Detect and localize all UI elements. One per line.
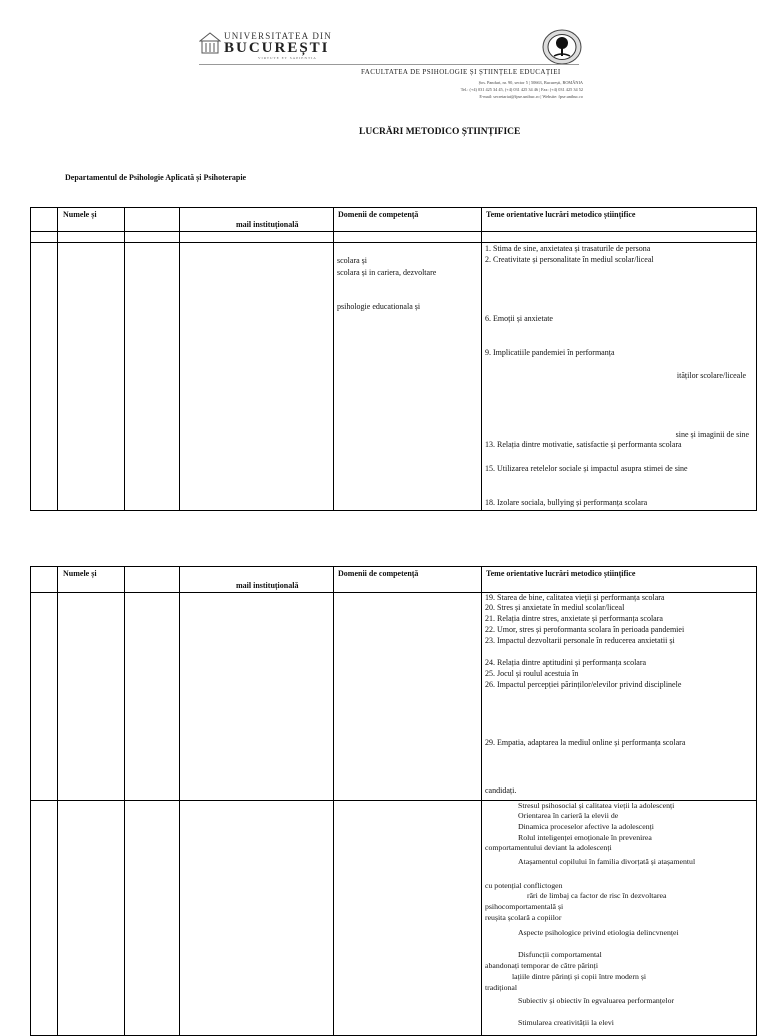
topic-line: tradițional [485, 983, 518, 992]
topic-line: ităților scolare/liceale [676, 371, 746, 380]
topic-line: rări de limbaj ca factor de risc în dezvoltarea [527, 891, 667, 900]
faculty-address: Șos. Panduri, nr. 90, sector 5 | 50663, București, ROMÂNIA [478, 80, 583, 85]
header-names: Numele și [63, 569, 97, 578]
faculty-email-web: E-mail: secretariat@fpse.unibuc.ro | Website: fpse.unibuc.ro [479, 94, 583, 99]
university-crest [199, 31, 221, 55]
topic-line: reușita școlară a copiilor [485, 913, 562, 922]
topic-line: 2. Creativitate și personalitate în mediul scolar/liceal [485, 255, 654, 264]
university-name-line1: UNIVERSITATEA DIN [224, 31, 332, 41]
domain-line: scolara și [337, 256, 367, 265]
topic-line: Rolul inteligenței emoționale în prevenirea [518, 833, 652, 842]
header-email: mail instituțională [236, 220, 299, 229]
topic-line: psihocomportamentală și [485, 902, 564, 911]
topic-line: 23. Impactul dezvoltarii personale în reducerea anxietatii și [485, 636, 675, 645]
header-topics: Teme orientative lucrări metodico științifice [486, 210, 636, 219]
header-domains: Domenii de competență [338, 210, 419, 219]
university-name-line2: BUCUREȘTI [224, 40, 330, 56]
header-names: Numele și [63, 210, 97, 219]
topic-line: 24. Relația dintre aptitudini și performanța scolara [485, 658, 647, 667]
header-topics: Teme orientative lucrări metodico științifice [486, 569, 636, 578]
topic-line: 6. Emoții și anxietate [485, 314, 553, 323]
topic-line: Orientarea în carieră la elevii de [518, 811, 619, 820]
letterhead-rule [199, 64, 579, 65]
topic-line: Disfuncții comportamental [518, 950, 602, 959]
topic-line: 15. Utilizarea retelelor sociale și impactul asupra stimei de sine [485, 464, 688, 473]
topic-line: sine și imaginii de sine [675, 430, 749, 439]
topic-line: cu potențial conflictogen [485, 881, 563, 890]
department-name: Departamentul de Psihologie Aplicată și Psihoterapie [65, 173, 247, 182]
topic-line: Stimularea creativității la elevi [518, 1018, 614, 1027]
topic-line: 20. Stres și anxietate în mediul scolar/liceal [485, 603, 625, 612]
domain-line: scolara și in cariera, dezvoltare [337, 268, 437, 277]
topic-line: 13. Relația dintre motivatie, satisfactie și performanta scolara [485, 440, 682, 449]
table-2 [30, 566, 757, 1036]
topic-line: Stresul psihosocial și calitatea vieții la adolescenți [518, 801, 675, 810]
faculty-contacts: Tel.: (+4) 031 425 34 45, (+4) 031 425 34 46 | Fax: (+4) 031 425 34 52 [460, 87, 583, 92]
faculty-name: FACULTATEA DE PSIHOLOGIE ȘI ȘTIINȚELE EDUCAȚIEI [361, 68, 561, 76]
table-1 [30, 207, 757, 511]
header-domains: Domenii de competență [338, 569, 419, 578]
topic-line: comportamentului deviant la adolescenți [485, 843, 612, 852]
topic-line: 18. Izolare sociala, bullying și performanța scolara [485, 498, 648, 507]
topic-line: candidați. [485, 786, 517, 795]
topic-line: Aspecte psihologice privind etiologia delincvnenței [518, 928, 679, 937]
topic-line: 1. Stima de sine, anxietatea și trasaturile de persona [485, 244, 651, 253]
university-motto: VIRTUTE ET SAPIENTIA [258, 56, 317, 60]
topic-line: abandonați temporar de către părinți [485, 961, 599, 970]
topic-line: Subiectiv și obiectiv în egvaluarea performanțelor [518, 996, 675, 1005]
topic-line: 29. Empatia, adaptarea la mediul online și performanța scolara [485, 738, 686, 747]
topic-line: Dinamica proceselor afective la adolescenți [518, 822, 654, 831]
document-title: LUCRĂRI METODICO ȘTIINȚIFICE [359, 127, 521, 137]
topic-line: lațiile dintre părinți și copii între modern și [512, 972, 647, 981]
topic-line: 26. Impactul percepției părinților/elevilor privind disciplinele [485, 680, 682, 689]
topic-line: 19. Starea de bine, calitatea vieții și performanța scolara [485, 593, 665, 602]
faculty-seal [542, 29, 582, 65]
topic-line: Atașamentul copilului în familia divorțată și atașamentul [518, 857, 696, 866]
topic-line: 9. Implicatiile pandemiei în performanța [485, 348, 615, 357]
topic-line: 25. Jocul și roulul acestuia în [485, 669, 579, 678]
domain-line: psihologie educationala și [337, 302, 421, 311]
topic-line: 21. Relația dintre stres, anxietate și performanța scolara [485, 614, 663, 623]
header-email: mail instituțională [236, 581, 299, 590]
topic-line: 22. Umor, stres și peroformanta scolara în perioada pandemiei [485, 625, 685, 634]
